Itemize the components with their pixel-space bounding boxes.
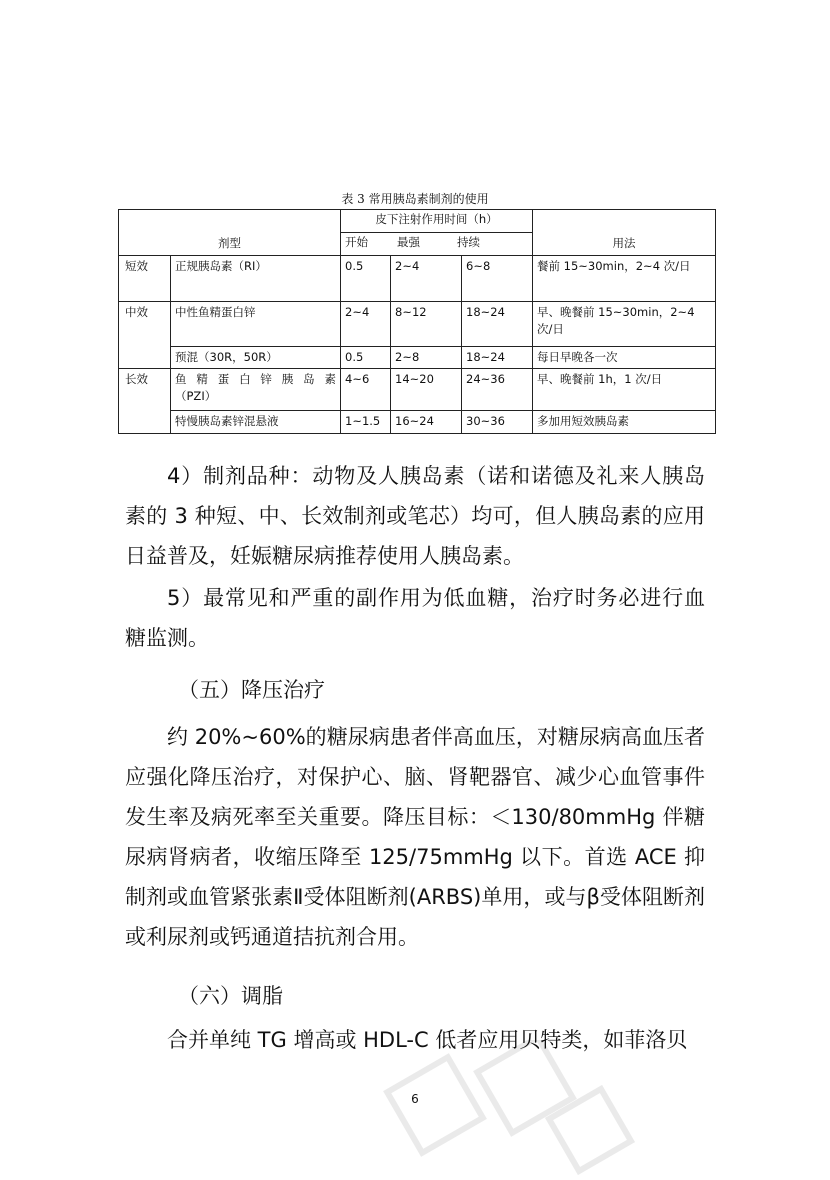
row-name: 中性鱼精蛋白锌 <box>171 302 341 347</box>
insulin-preparations-table <box>118 209 716 434</box>
row-usage: 餐前 15~30min，2~4 次/日 <box>533 256 716 302</box>
row-onset: 0.5 <box>341 347 391 369</box>
header-duration: 持续 <box>457 235 480 249</box>
row-duration: 24~36 <box>462 369 533 411</box>
header-peak: 最强 <box>397 235 420 249</box>
row-category: 短效 <box>119 256 171 302</box>
row-peak: 2~8 <box>391 347 462 369</box>
table-row <box>119 302 716 347</box>
paragraph-lipid: 合并单纯 TG 增高或 HDL-C 低者应用贝特类，如菲洛贝 <box>167 1028 688 1052</box>
row-usage: 每日早晚各一次 <box>533 347 716 369</box>
table-row <box>119 256 716 302</box>
paragraph-preparation-types: 4）制剂品种：动物及人胰岛素（诺和诺德及礼来人胰岛素的 3 种短、中、长效制剂或笔芯）均可，但人胰岛素的应用日益普及，妊娠糖尿病推荐使用人胰岛素。 <box>125 464 705 568</box>
row-duration: 18~24 <box>462 302 533 347</box>
row-onset: 0.5 <box>341 256 391 302</box>
header-type: 剂型 <box>119 210 341 256</box>
paragraph-blood-pressure: 约 20%~60%的糖尿病患者伴高血压，对糖尿病高血压者应强化降压治疗，对保护心、脑、肾靶器官、减少心血管事件发生率及病死率至关重要。降压目标：＜130/80mmHg 伴糖尿病肾病者，收缩压降至 125/75mmHg 以下。首选 ACE 抑制剂或血管紧张素Ⅱ受体阻断剂(ARBS)单用，或与β受体阻断剂或利尿剂或钙通道拮抗剂合用。 <box>125 725 705 949</box>
section-heading-lipid: （六）调脂 <box>178 984 283 1008</box>
row-name-line1: 鱼精蛋白锌胰岛素 <box>175 372 336 386</box>
row-onset: 1~1.5 <box>341 411 391 434</box>
table-row <box>119 347 716 369</box>
row-peak: 16~24 <box>391 411 462 434</box>
row-peak: 8~12 <box>391 302 462 347</box>
row-duration: 30~36 <box>462 411 533 434</box>
row-name <box>171 369 341 411</box>
row-category: 长效 <box>119 369 171 434</box>
row-duration: 18~24 <box>462 347 533 369</box>
table-caption: 表 3 常用胰岛素制剂的使用 <box>341 192 489 206</box>
table-row <box>119 369 716 411</box>
header-time-group: 皮下注射作用时间（h） <box>341 210 533 233</box>
section-heading-bp: （五）降压治疗 <box>178 678 325 702</box>
watermark-stamp <box>380 1040 640 1180</box>
row-usage: 早、晚餐前 15~30min，2~4 次/日 <box>533 302 716 347</box>
header-onset: 开始 <box>345 235 368 249</box>
header-subcolumns <box>341 233 533 256</box>
row-usage: 多加用短效胰岛素 <box>533 411 716 434</box>
row-name: 正规胰岛素（RI） <box>171 256 341 302</box>
row-category: 中效 <box>119 302 171 369</box>
row-duration: 6~8 <box>462 256 533 302</box>
table-header-row <box>119 210 716 233</box>
row-peak: 2~4 <box>391 256 462 302</box>
paragraph-side-effects: 5）最常见和严重的副作用为低血糖，治疗时务必进行血糖监测。 <box>125 586 705 650</box>
table-row <box>119 411 716 434</box>
header-usage: 用法 <box>533 210 716 256</box>
row-usage: 早、晚餐前 1h，1 次/日 <box>533 369 716 411</box>
row-name-line2: （PZI） <box>175 389 217 403</box>
page-number: 6 <box>411 1092 419 1106</box>
row-name: 预混（30R，50R） <box>171 347 341 369</box>
row-name: 特慢胰岛素锌混悬液 <box>171 411 341 434</box>
row-onset: 2~4 <box>341 302 391 347</box>
row-onset: 4~6 <box>341 369 391 411</box>
row-peak: 14~20 <box>391 369 462 411</box>
